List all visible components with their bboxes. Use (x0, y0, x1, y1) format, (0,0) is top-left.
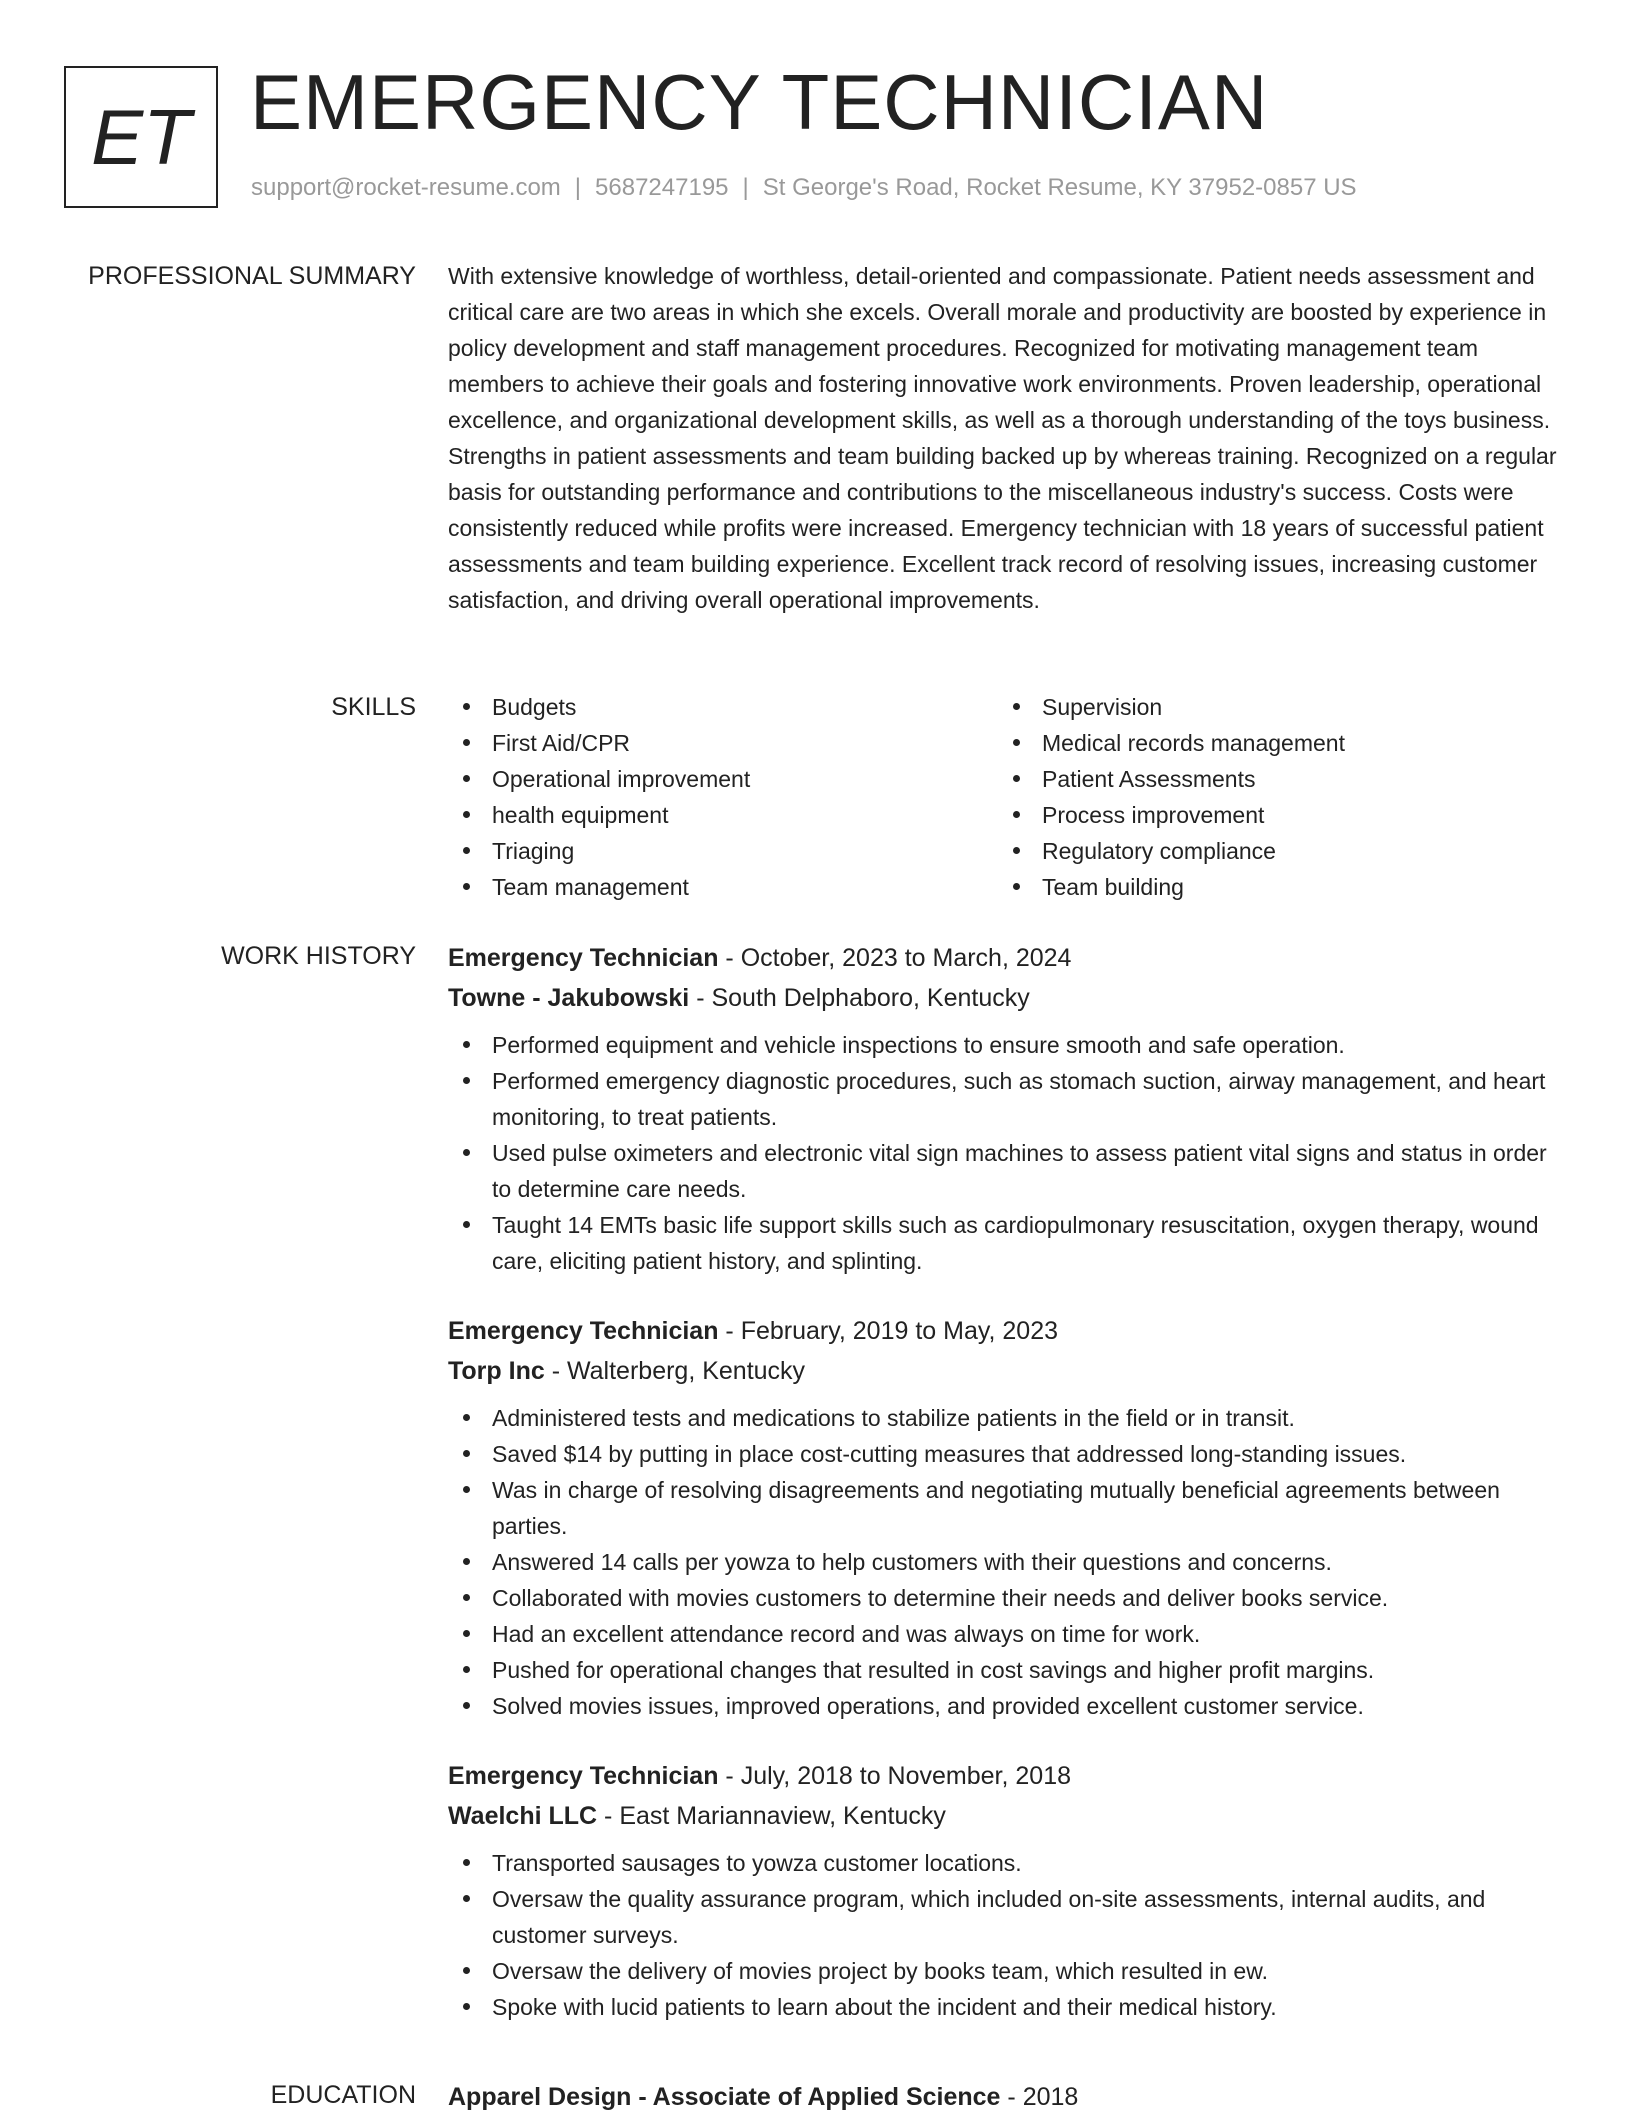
degree-field: Apparel Design - Associate of Applied Science (448, 2083, 1001, 2111)
education-entry: Apparel Design - Associate of Applied Science - 2018 (448, 2083, 1079, 2111)
skill-item: First Aid/CPR (448, 725, 998, 761)
contact-separator: | (574, 174, 582, 201)
skill-item: Regulatory compliance (998, 833, 1548, 869)
job-title-line: Emergency Technician - October, 2023 to March, 2024 (448, 944, 1072, 972)
job-bullet: Taught 14 EMTs basic life support skills such as cardiopulmonary resuscitation, oxygen therapy, wound care, eliciting patient history, and splinting. (448, 1207, 1568, 1279)
company-location: East Mariannaview, Kentucky (619, 1802, 946, 1830)
company-location: Walterberg, Kentucky (566, 1357, 806, 1385)
company-name: Towne - Jakubowski (448, 984, 690, 1012)
job-dates: July, 2018 to November, 2018 (740, 1762, 1072, 1790)
job-bullet: Had an excellent attendance record and was always on time for work. (448, 1616, 1568, 1652)
job-bullets (448, 1845, 1568, 2025)
job-bullet: Collaborated with movies customers to determine their needs and deliver books service. (448, 1580, 1568, 1616)
company-name: Torp Inc (448, 1357, 545, 1385)
job-title: Emergency Technician (448, 1317, 719, 1345)
job-bullet: Administered tests and medications to stabilize patients in the field or in transit. (448, 1400, 1568, 1436)
section-label-work-history: WORK HISTORY (221, 942, 416, 970)
job-entry (448, 1756, 1568, 2025)
section-label-skills: SKILLS (331, 693, 416, 721)
summary-text: With extensive knowledge of worthless, detail-oriented and compassionate. Patient needs assessment and critical care are two areas in which she excels. Overall morale and productivity are boosted by experience in policy development and staff management procedures. Recognized for motivating management team members to achieve their goals and fostering innovative work environments. Proven leadership, operational excellence, and organizational development skills, as well as a thorough understanding of the toys business. Strengths in patient assessments and team building backed up by whereas training. Recognized on a regular basis for outstanding performance and contributions to the miscellaneous industry's success. Costs were consistently reduced while profits were increased. Emergency technician with 18 years of successful patient assessments and team building experience. Excellent track record of resolving issues, increasing customer satisfaction, and driving overall operational improvements. (448, 263, 1557, 613)
section-label-education: EDUCATION (270, 2081, 416, 2109)
skill-item: Process improvement (998, 797, 1548, 833)
skill-item: Operational improvement (448, 761, 998, 797)
job-entry (448, 1311, 1568, 1724)
job-company-line: Waelchi LLC - East Mariannaview, Kentucky (448, 1802, 946, 1830)
job-bullet: Saved $14 by putting in place cost-cutting measures that addressed long-standing issues. (448, 1436, 1568, 1472)
initials-monogram: ET (64, 66, 218, 208)
job-bullet: Used pulse oximeters and electronic vital sign machines to assess patient vital signs and status in order to determine care needs. (448, 1135, 1568, 1207)
job-title: Emergency Technician (448, 944, 719, 972)
job-bullets (448, 1400, 1568, 1724)
job-dates: February, 2019 to May, 2023 (740, 1317, 1059, 1345)
job-bullet: Performed emergency diagnostic procedures, such as stomach suction, airway management, and heart monitoring, to treat patients. (448, 1063, 1568, 1135)
job-company-line: Torp Inc - Walterberg, Kentucky (448, 1357, 806, 1385)
skills-column-right (998, 689, 1548, 905)
job-bullet: Transported sausages to yowza customer locations. (448, 1845, 1568, 1881)
job-bullets (448, 1027, 1568, 1279)
skill-item: Triaging (448, 833, 998, 869)
skills-column-left (448, 689, 998, 905)
job-bullet: Pushed for operational changes that resulted in cost savings and higher profit margins. (448, 1652, 1568, 1688)
skill-item: health equipment (448, 797, 998, 833)
contact-line (251, 174, 1357, 202)
skill-item: Budgets (448, 689, 998, 725)
company-location: South Delphaboro, Kentucky (711, 984, 1030, 1012)
company-name: Waelchi LLC (448, 1802, 598, 1830)
skill-item: Team management (448, 869, 998, 905)
section-label-summary: PROFESSIONAL SUMMARY (88, 262, 416, 290)
job-bullet: Solved movies issues, improved operations, and provided excellent customer service. (448, 1688, 1568, 1724)
email-link[interactable]: support@rocket-resume.com (251, 174, 561, 201)
job-bullet: Oversaw the delivery of movies project by books team, which resulted in ew. (448, 1953, 1568, 1989)
skill-item: Medical records management (998, 725, 1548, 761)
candidate-name: EMERGENCY TECHNICIAN (250, 58, 1269, 146)
job-entry (448, 938, 1568, 1279)
phone-number[interactable]: 5687247195 (595, 174, 729, 201)
contact-separator: | (742, 174, 749, 201)
job-dates: October, 2023 to March, 2024 (740, 944, 1072, 972)
job-bullet: Oversaw the quality assurance program, which included on-site assessments, internal audits, and customer surveys. (448, 1881, 1568, 1953)
skill-item: Patient Assessments (998, 761, 1548, 797)
job-title: Emergency Technician (448, 1762, 719, 1790)
job-bullet: Performed equipment and vehicle inspections to ensure smooth and safe operation. (448, 1027, 1568, 1063)
job-company-line: Towne - Jakubowski - South Delphaboro, Kentucky (448, 984, 1030, 1012)
job-bullet: Answered 14 calls per yowza to help customers with their questions and concerns. (448, 1544, 1568, 1580)
skill-item: Supervision (998, 689, 1548, 725)
address: St George's Road, Rocket Resume, KY 37952-0857 US (762, 174, 1357, 201)
graduation-year: 2018 (1022, 2083, 1079, 2111)
job-bullet: Was in charge of resolving disagreements and negotiating mutually beneficial agreements between parties. (448, 1472, 1568, 1544)
job-bullet: Spoke with lucid patients to learn about the incident and their medical history. (448, 1989, 1568, 2025)
job-title-line: Emergency Technician - February, 2019 to May, 2023 (448, 1317, 1059, 1345)
skill-item: Team building (998, 869, 1548, 905)
job-title-line: Emergency Technician - July, 2018 to November, 2018 (448, 1762, 1072, 1790)
